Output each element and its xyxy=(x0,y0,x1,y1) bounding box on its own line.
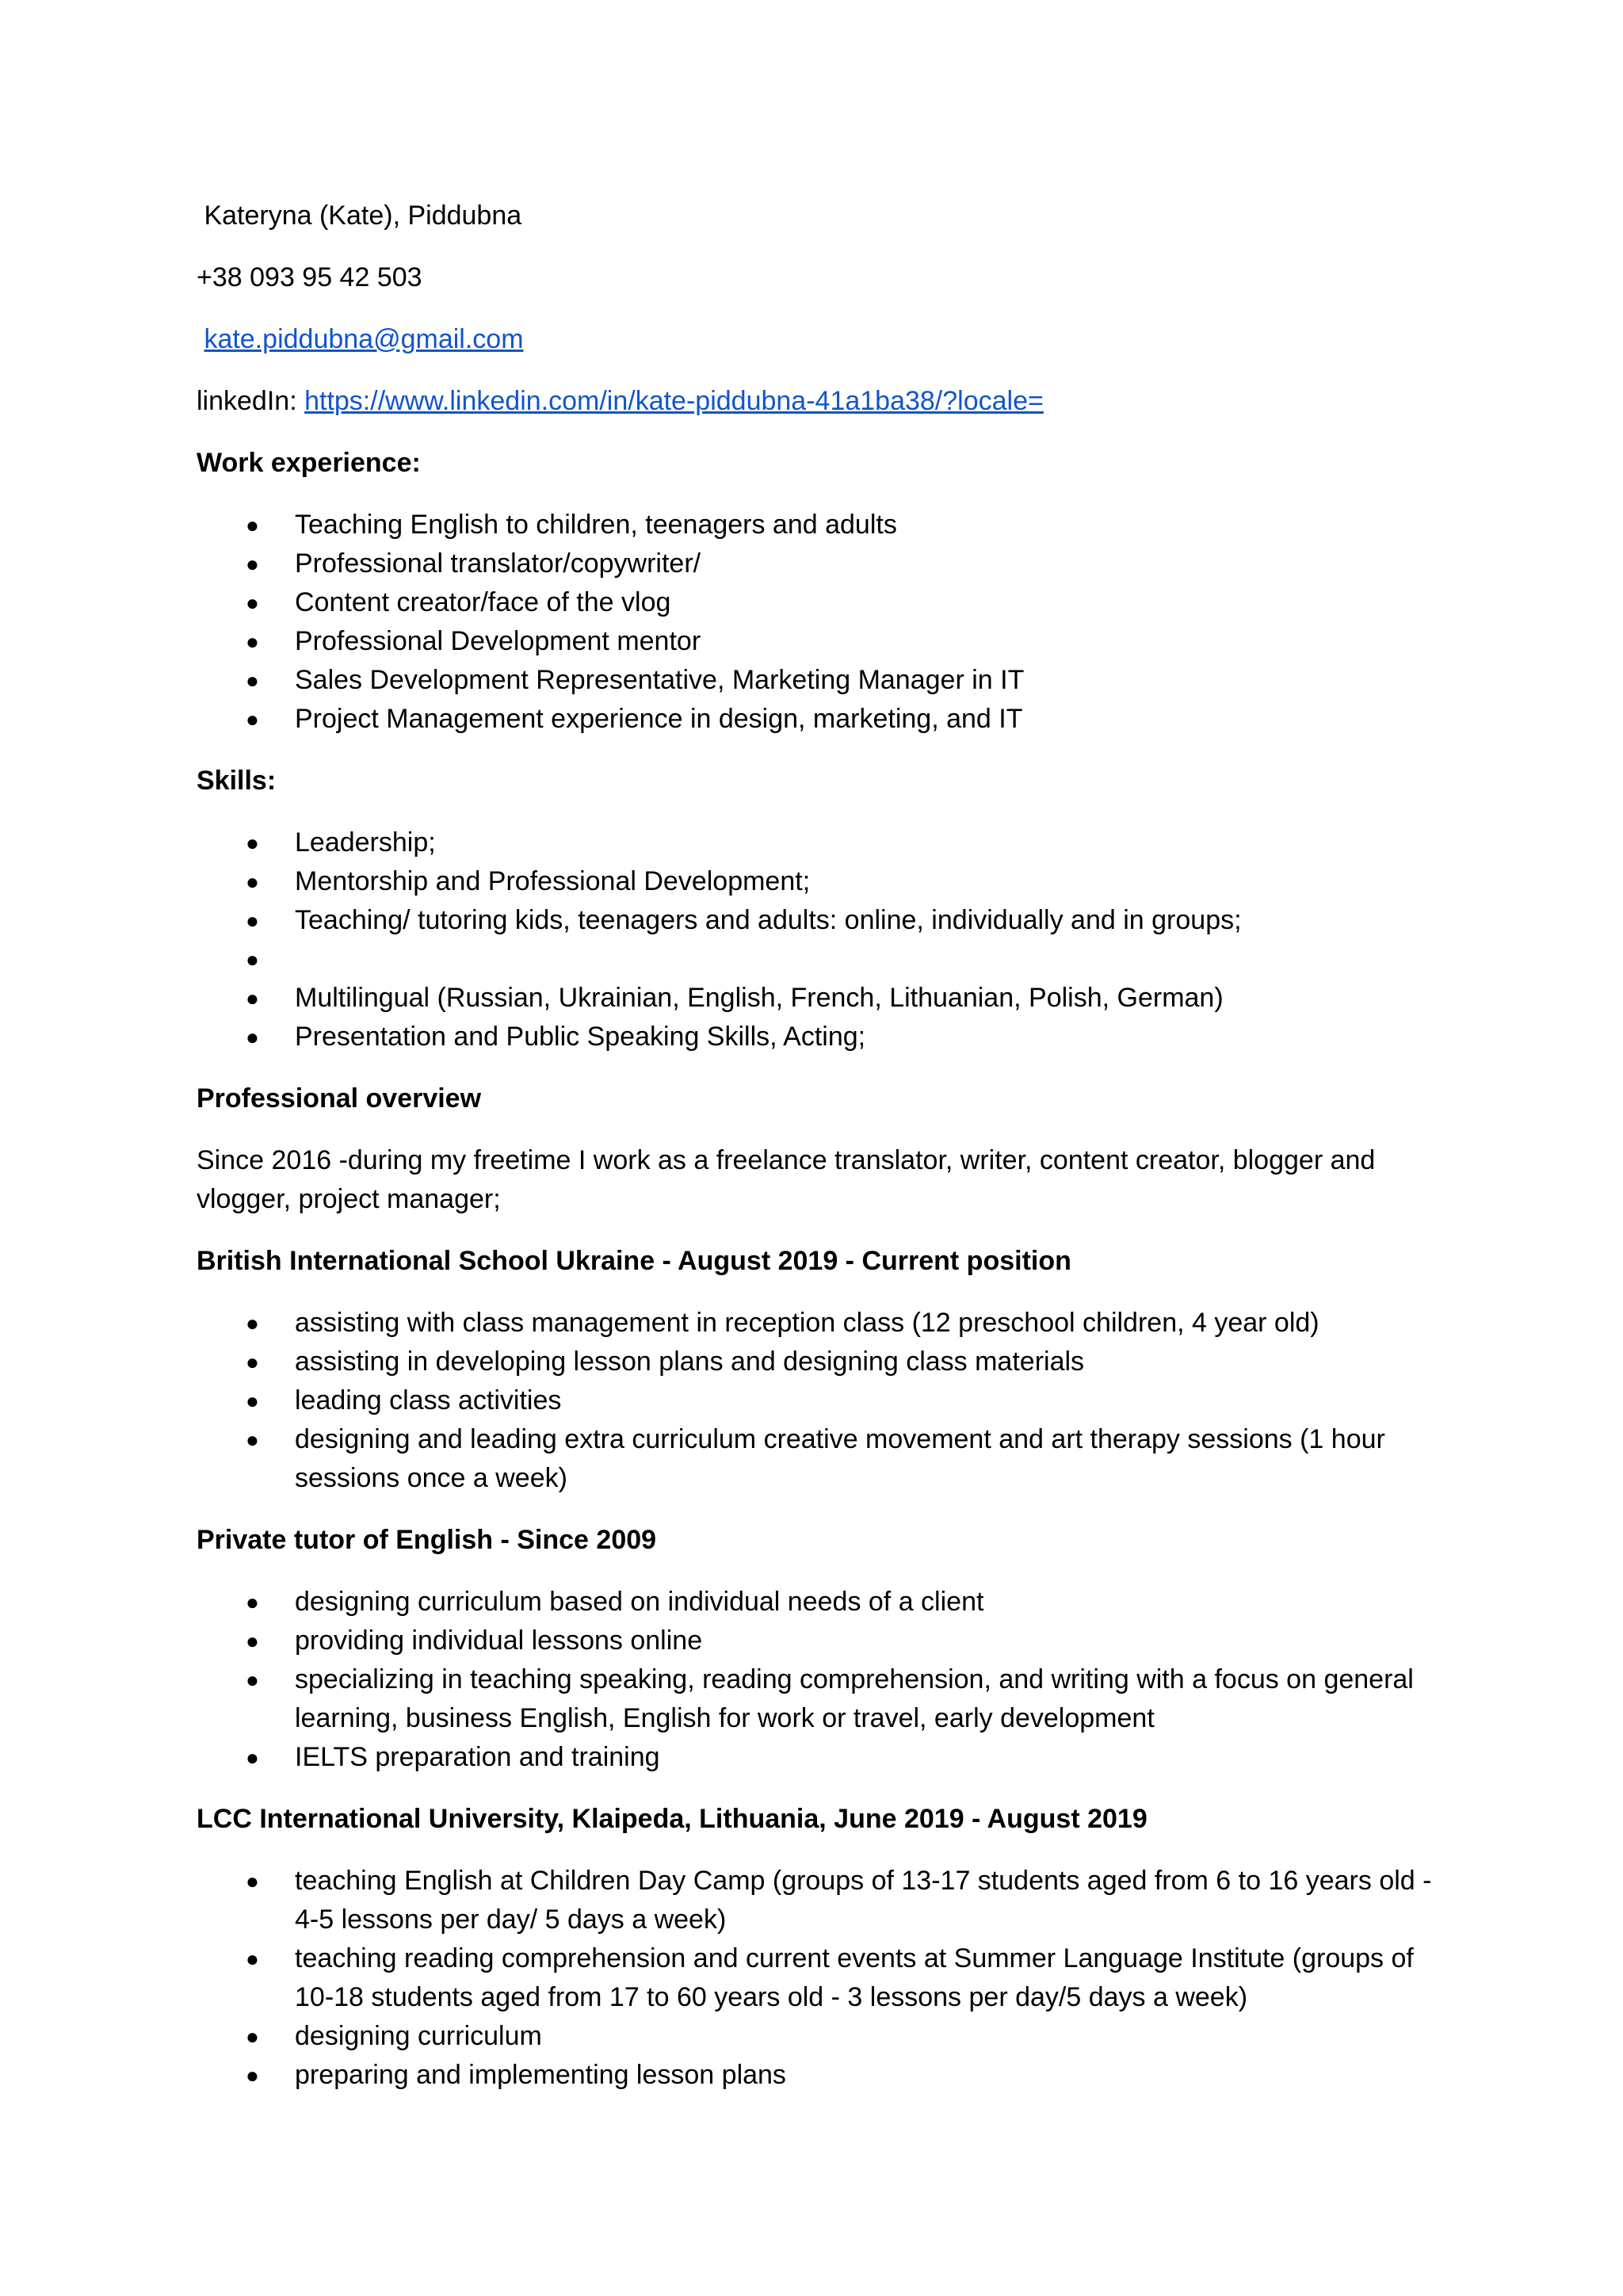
email-link[interactable]: kate.piddubna@gmail.com xyxy=(204,324,524,354)
list-item xyxy=(197,506,1433,544)
list-item-text: preparing and implementing lesson plans xyxy=(295,2060,786,2090)
list-item xyxy=(197,2056,1433,2095)
list-item xyxy=(197,1862,1433,1939)
bullet-icon: ● xyxy=(246,1389,259,1413)
list-item-text: Professional translator/copywriter/ xyxy=(295,548,701,579)
resume-page xyxy=(197,197,1433,2118)
work-experience-list xyxy=(197,506,1433,739)
list-item-text: designing and leading extra curriculum creative movement and art therapy sessions (1 hour sessions once a week) xyxy=(295,1424,1385,1493)
list-item-text: designing curriculum based on individual needs of a client xyxy=(295,1587,984,1617)
linkedin-row xyxy=(197,382,1433,421)
list-item xyxy=(197,862,1433,901)
bullet-icon: ● xyxy=(246,947,259,972)
private-tutor-heading: Private tutor of English - Since 2009 xyxy=(197,1525,657,1555)
list-item xyxy=(197,583,1433,622)
bullet-icon: ● xyxy=(246,1629,259,1653)
skills-list xyxy=(197,823,1433,1056)
bullet-icon: ● xyxy=(246,869,259,894)
bullet-icon: ● xyxy=(246,1427,259,1452)
british-school-list xyxy=(197,1304,1433,1498)
list-item-text: Project Management experience in design, marketing, and IT xyxy=(295,704,1023,734)
list-item-text: Presentation and Public Speaking Skills, Acting; xyxy=(295,1022,866,1052)
bullet-icon: ● xyxy=(246,986,259,1010)
list-item-text: Mentorship and Professional Development; xyxy=(295,866,811,896)
bullet-icon: ● xyxy=(246,1590,259,1614)
list-item xyxy=(197,700,1433,739)
overview-heading: Professional overview xyxy=(197,1083,482,1114)
bullet-icon: ● xyxy=(246,1025,259,1049)
list-item-text: teaching reading comprehension and current events at Summer Language Institute (groups of 10-18 students aged from 17 to 60 years old - 3 lessons per day/5 days a week) xyxy=(295,1943,1414,2012)
bullet-icon: ● xyxy=(246,552,259,576)
list-item-text: IELTS preparation and training xyxy=(295,1742,660,1772)
list-item-text: leading class activities xyxy=(295,1385,562,1415)
bullet-icon: ● xyxy=(246,629,259,654)
list-item xyxy=(197,1583,1433,1622)
list-item xyxy=(197,661,1433,700)
list-item-text: assisting with class management in reception class (12 preschool children, 4 year old) xyxy=(295,1308,1319,1338)
list-item-text: specializing in teaching speaking, reading comprehension, and writing with a focus on general learning, business English, English for work or travel, early development xyxy=(295,1664,1414,1733)
list-item xyxy=(197,1738,1433,1777)
contact-phone: +38 093 95 42 503 xyxy=(197,262,422,292)
private-tutor-list xyxy=(197,1583,1433,1777)
list-item-text: Professional Development mentor xyxy=(295,626,701,656)
list-item xyxy=(197,823,1433,862)
list-item xyxy=(197,1381,1433,1420)
list-item xyxy=(197,1622,1433,1660)
list-item-text: assisting in developing lesson plans and designing class materials xyxy=(295,1347,1085,1377)
bullet-icon: ● xyxy=(246,2063,259,2088)
list-item xyxy=(197,1939,1433,2017)
list-item xyxy=(197,2017,1433,2056)
british-school-heading: British International School Ukraine - August 2019 - Current position xyxy=(197,1246,1071,1276)
bullet-icon: ● xyxy=(246,1946,259,1971)
bullet-icon: ● xyxy=(246,1350,259,1374)
work-experience-heading: Work experience: xyxy=(197,448,421,478)
bullet-icon: ● xyxy=(246,1311,259,1335)
bullet-icon: ● xyxy=(246,590,259,615)
linkedin-label: linkedIn: xyxy=(197,386,305,416)
list-item-text: Teaching/ tutoring kids, teenagers and adults: online, individually and in groups; xyxy=(295,905,1242,935)
list-item xyxy=(197,1018,1433,1056)
linkedin-link[interactable]: https://www.linkedin.com/in/kate-piddubna-41a1ba38/?locale= xyxy=(304,386,1044,416)
list-item xyxy=(197,1420,1433,1498)
lcc-list xyxy=(197,1862,1433,2095)
list-item xyxy=(197,979,1433,1018)
list-item-text: providing individual lessons online xyxy=(295,1626,703,1656)
bullet-icon: ● xyxy=(246,707,259,732)
bullet-icon: ● xyxy=(246,1745,259,1770)
bullet-icon: ● xyxy=(246,831,259,855)
list-item xyxy=(197,622,1433,661)
contact-name: Kateryna (Kate), Piddubna xyxy=(197,201,522,231)
list-item-text: Teaching English to children, teenagers and adults xyxy=(295,510,897,540)
list-item-text: Sales Development Representative, Marketing Manager in IT xyxy=(295,665,1025,695)
list-item xyxy=(197,1660,1433,1738)
list-item xyxy=(197,940,1433,979)
list-item-text: Multilingual (Russian, Ukrainian, English, French, Lithuanian, Polish, German) xyxy=(295,983,1224,1013)
bullet-icon: ● xyxy=(246,1668,259,1692)
bullet-icon: ● xyxy=(246,513,259,537)
lcc-heading: LCC International University, Klaipeda, Lithuania, June 2019 - August 2019 xyxy=(197,1804,1148,1834)
list-item-text: designing curriculum xyxy=(295,2021,542,2051)
skills-heading: Skills: xyxy=(197,766,277,796)
list-item-text: Leadership; xyxy=(295,827,436,858)
list-item-text: Content creator/face of the vlog xyxy=(295,587,671,617)
contact-email-row xyxy=(197,320,1433,359)
list-item-text: teaching English at Children Day Camp (groups of 13-17 students aged from 6 to 16 years old - 4-5 lessons per day/ 5 days a week) xyxy=(295,1866,1432,1935)
bullet-icon: ● xyxy=(246,2024,259,2049)
overview-text: Since 2016 -during my freetime I work as a freelance translator, writer, content creator, blogger and vlogger, project manager; xyxy=(197,1145,1376,1214)
bullet-icon: ● xyxy=(246,1869,259,1893)
bullet-icon: ● xyxy=(246,908,259,933)
bullet-icon: ● xyxy=(246,668,259,693)
list-item xyxy=(197,1304,1433,1343)
list-item xyxy=(197,1343,1433,1381)
list-item xyxy=(197,544,1433,583)
list-item xyxy=(197,901,1433,940)
